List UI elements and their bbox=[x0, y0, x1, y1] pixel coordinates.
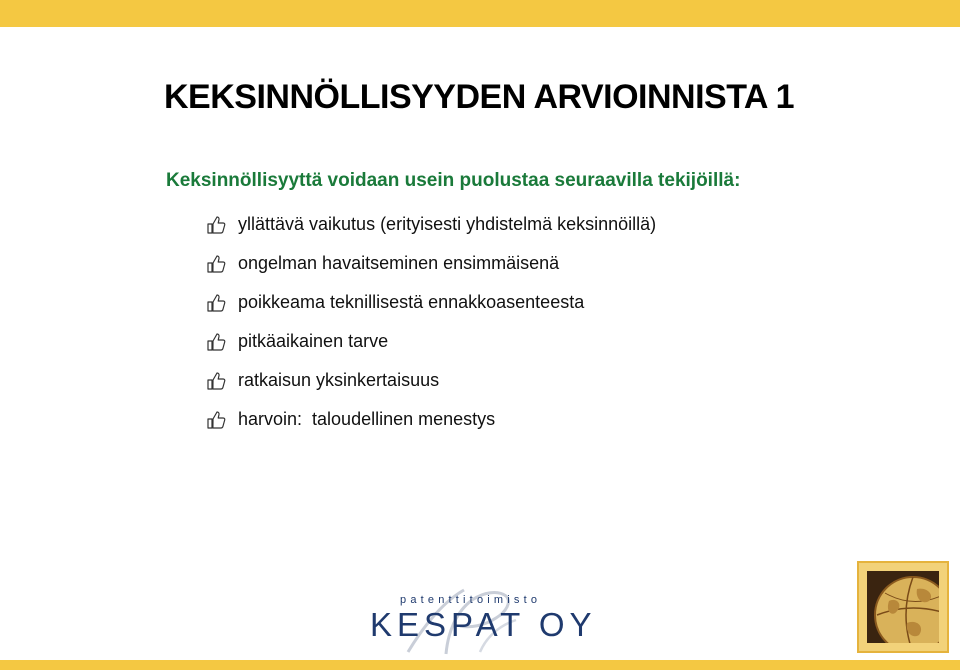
top-accent-bar bbox=[0, 0, 960, 27]
list-item bbox=[205, 361, 656, 400]
list-item bbox=[205, 283, 656, 322]
list-item bbox=[205, 244, 656, 283]
bullet-text: ratkaisun yksinkertaisuus bbox=[238, 370, 440, 390]
bullet-text: yllättävä vaikutus (erityisesti yhdistelmä keksinnöillä) bbox=[238, 214, 657, 234]
logo-name: KESPAT OY bbox=[370, 606, 597, 643]
logo-subtitle: patenttitoimisto bbox=[400, 594, 542, 606]
globe-image bbox=[857, 561, 949, 653]
bullet-text: harvoin: taloudellinen menestys bbox=[238, 409, 496, 429]
list-item bbox=[205, 400, 656, 439]
bullet-text: pitkäaikainen tarve bbox=[238, 331, 389, 351]
bullet-text: poikkeama teknillisestä ennakkoasenteesta bbox=[238, 292, 585, 312]
thumbs-up-icon bbox=[205, 292, 227, 314]
slide-title: KEKSINNÖLLISYYDEN ARVIOINNISTA 1 bbox=[164, 78, 795, 116]
thumbs-up-icon bbox=[205, 331, 227, 353]
thumbs-up-icon bbox=[205, 370, 227, 392]
kespat-logo bbox=[368, 582, 597, 656]
thumbs-up-icon bbox=[205, 214, 227, 236]
thumbs-up-icon bbox=[205, 253, 227, 275]
globe-icon bbox=[867, 571, 939, 643]
list-item bbox=[205, 205, 656, 244]
thumbs-up-icon bbox=[205, 409, 227, 431]
bullet-text: ongelman havaitseminen ensimmäisenä bbox=[238, 253, 560, 273]
list-item bbox=[205, 322, 656, 361]
bullet-list bbox=[205, 205, 656, 439]
bottom-accent-bar bbox=[0, 660, 960, 670]
intro-text: Keksinnöllisyyttä voidaan usein puolustaa seuraavilla tekijöillä: bbox=[166, 170, 741, 191]
